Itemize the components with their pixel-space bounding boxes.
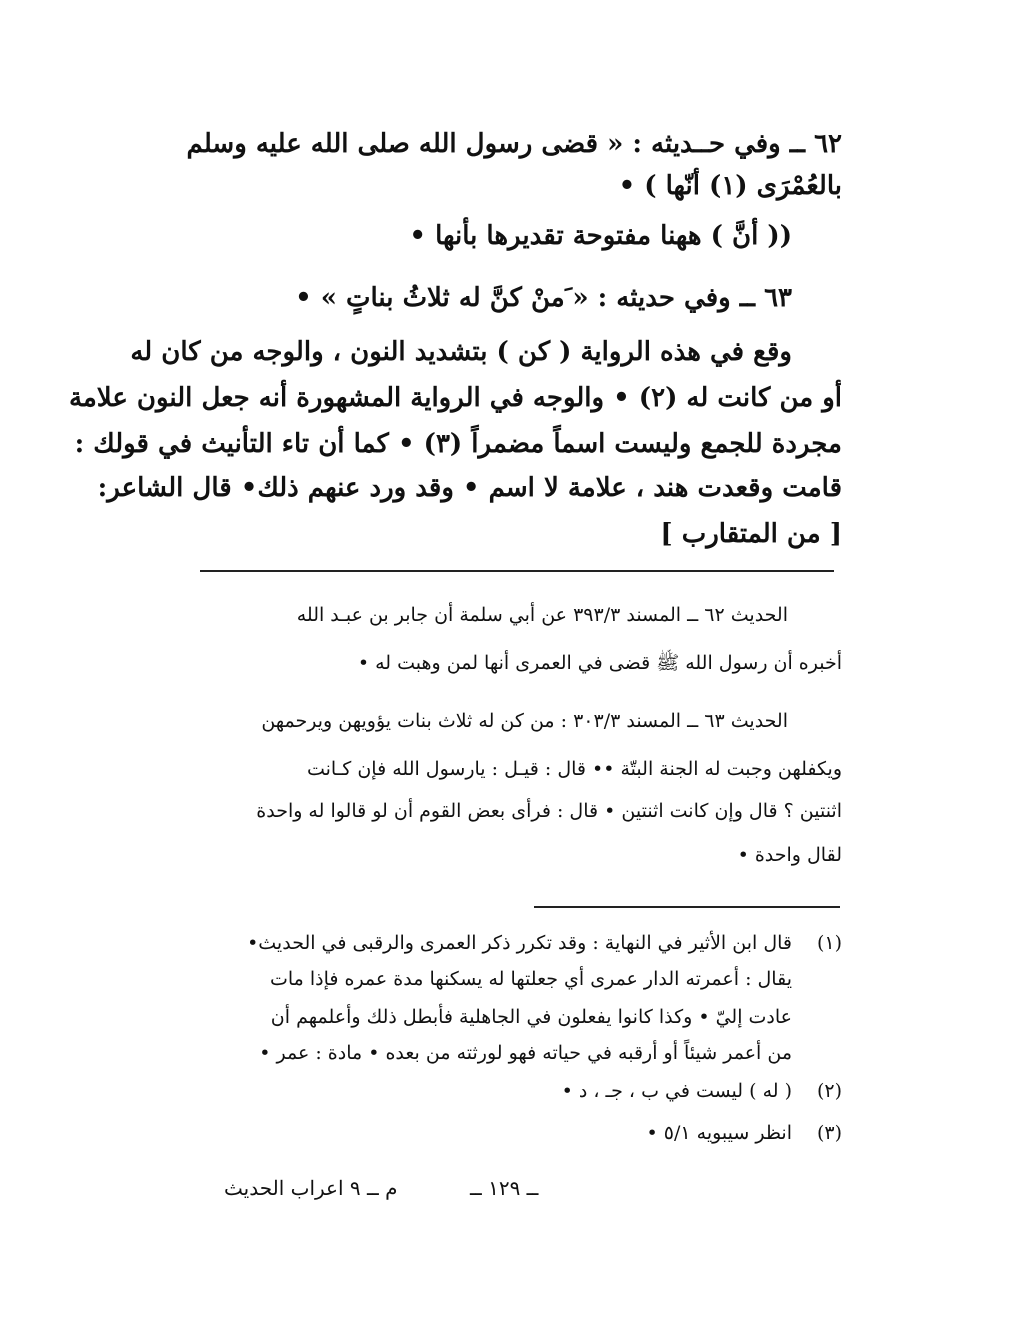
note-anna: (( أنَّ ) ههنا مفتوحة تقديرها بأنها • (409, 221, 792, 251)
source-63-line-3: اثنتين ؟ قال وإن كانت اثنتين • قال : فرأى بعض القوم أن لو قالوا له واحدة (256, 800, 842, 822)
footnote-1-line-4: من أعمر شيئاً أو أرقبه في حياته فهو لورثته من بعده • مادة : عمر • (259, 1042, 792, 1064)
footnote-2-text: ( له ) ليست في ب ، جـ ، د • (561, 1080, 792, 1102)
paragraph-line-4: قامت وقعدت هند ، علامة لا اسم • وقد ورد عنهم ذلك• قال الشاعر: (97, 473, 842, 503)
footnote-2-number: (٢) (816, 1080, 842, 1102)
separator-rule-1 (200, 570, 834, 572)
page-number: ــ ١٢٩ ــ (470, 1176, 539, 1200)
footnote-1-line-2: يقال : أعمرته الدار عمرى أي جعلتها له يسكنها مدة عمره فإذا مات (269, 968, 792, 990)
paragraph-line-2: أو من كانت له (٢) • والوجه في الرواية المشهورة أنه جعل النون علامة (68, 383, 842, 413)
source-63-line-4: لقال واحدة • (737, 844, 842, 866)
footnote-1-line-3: عادت إليّ • وكذا كانوا يفعلون في الجاهلية فأبطل ذلك وأعلمهم أن (270, 1006, 792, 1028)
footnote-1-line-1: قال ابن الأثير في النهاية : وقد تكرر ذكر العمرى والرقبى في الحديث• (247, 932, 792, 954)
separator-rule-2 (534, 906, 840, 908)
source-62-line-2: أخبره أن رسول الله ﷺ قضى في العمرى أنها لمن وهبت له • (357, 652, 842, 674)
footer-signature: م ــ ٩ اعراب الحديث (224, 1176, 398, 1200)
footnote-1-number: (١) (816, 932, 842, 954)
source-63-line-2: ويكفلهن وجبت له الجنة البتّة •• قال : قيـل : يارسول الله فإن كـانت (306, 758, 842, 780)
hadith-62-line-1: ٦٢ ــ وفي حــديثه : « قضى رسول الله صلى الله عليه وسلم (186, 129, 842, 159)
footnote-3-text: انظر سيبويه ٥/١ • (646, 1122, 792, 1144)
paragraph-line-3: مجردة للجمع وليست اسماً مضمراً (٣) • كما أن تاء التأنيث في قولك : (74, 429, 842, 459)
paragraph-line-1: وقع في هذه الرواية ( كن ) بتشديد النون ، والوجه من كان له (130, 337, 792, 367)
hadith-63-line: ٦٣ ــ وفي حديثه : « َمنْ كنَّ له ثلاثُ بناتٍ » • (295, 283, 792, 313)
source-62-line-1: الحديث ٦٢ ــ المسند ٣٩٣/٣ عن أبي سلمة أن جابر بن عبـد الله (296, 604, 788, 626)
hadith-62-line-2: بالعُمْرَى (١) أنّها ) • (618, 171, 842, 201)
source-63-line-1: الحديث ٦٣ ــ المسند ٣٠٣/٣ : من كن له ثلاث بنات يؤويهن ويرحمهن (261, 710, 788, 732)
footnote-3-number: (٣) (816, 1122, 842, 1144)
paragraph-line-5: [ من المتقارب ] (660, 519, 842, 549)
